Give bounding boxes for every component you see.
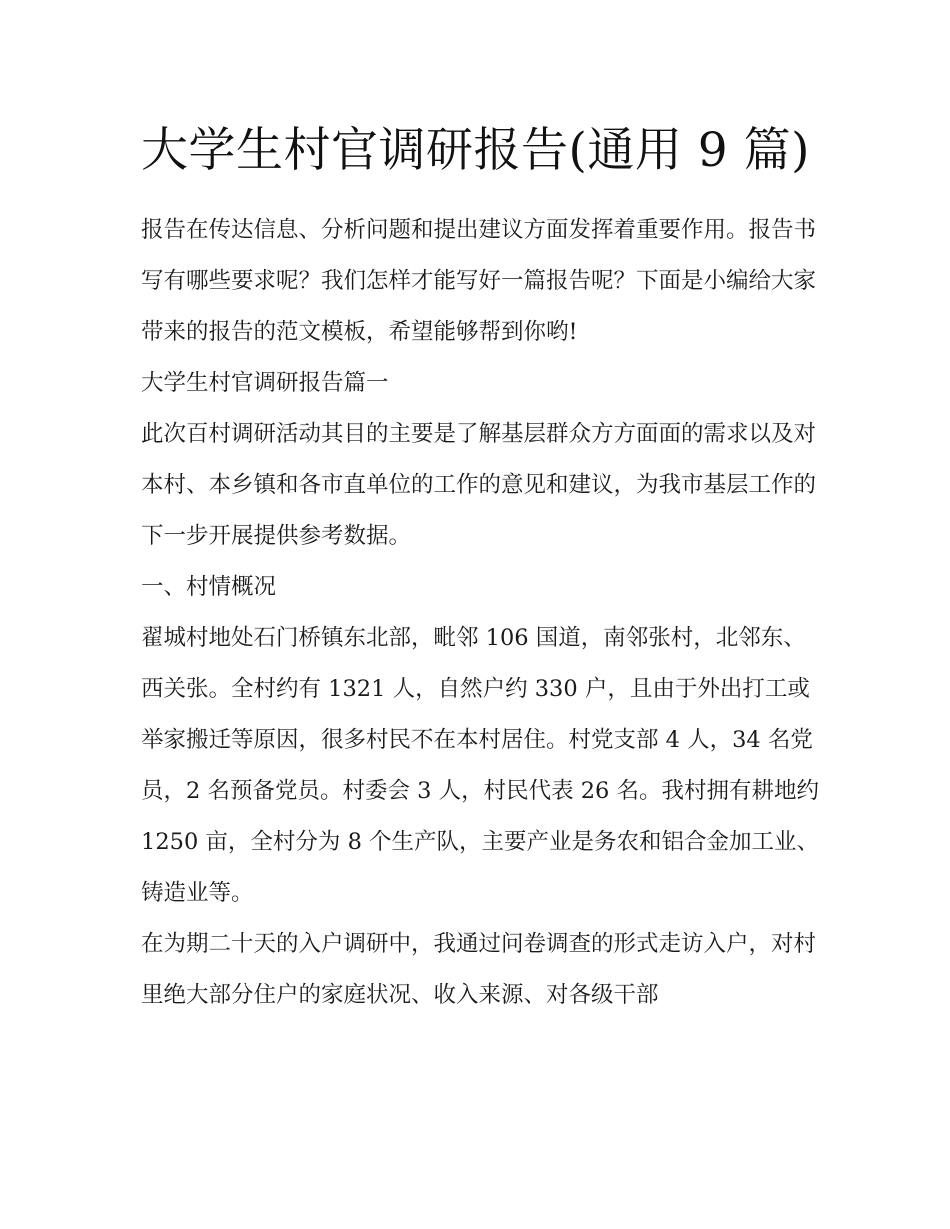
section-heading-part-one: 大学生村官调研报告篇一 bbox=[141, 370, 389, 396]
document-body bbox=[141, 205, 821, 1021]
document-content bbox=[141, 112, 821, 1021]
paragraph-intro: 报告在传达信息、分析问题和提出建议方面发挥着重要作用。报告书写有哪些要求呢？我们怎样才能写好一篇报告呢？下面是小编给大家带来的报告的范文模板，希望能够帮到你哟! bbox=[141, 217, 817, 345]
paragraph-purpose: 此次百村调研活动其目的主要是了解基层群众方方面面的需求以及对本村、本乡镇和各市直单位的工作的意见和建议，为我市基层工作的下一步开展提供参考数据。 bbox=[141, 421, 817, 549]
document-title: 大学生村官调研报告(通用 9 篇) bbox=[141, 123, 810, 178]
paragraph-village-overview: 翟城村地处石门桥镇东北部，毗邻 106 国道，南邻张村，北邻东、西关张。全村约有 1321 人，自然户约 330 户，且由于外出打工或举家搬迁等原因，很多村民不在本村居住。村党支部 4 人，34 名党员，2 名预备党员。村委会 3 人，村民代表 26 名。我村拥有耕地约 1250 亩，全村分为 8 个生产队，主要产业是务农和铝合金加工业、铸造业等。 bbox=[141, 625, 820, 906]
paragraph-survey: 在为期二十天的入户调研中，我通过问卷调查的形式走访入户，对村里绝大部分住户的家庭状况、收入来源、对各级干部 bbox=[141, 931, 817, 1008]
section-heading-village-overview: 一、村情概况 bbox=[141, 574, 277, 600]
